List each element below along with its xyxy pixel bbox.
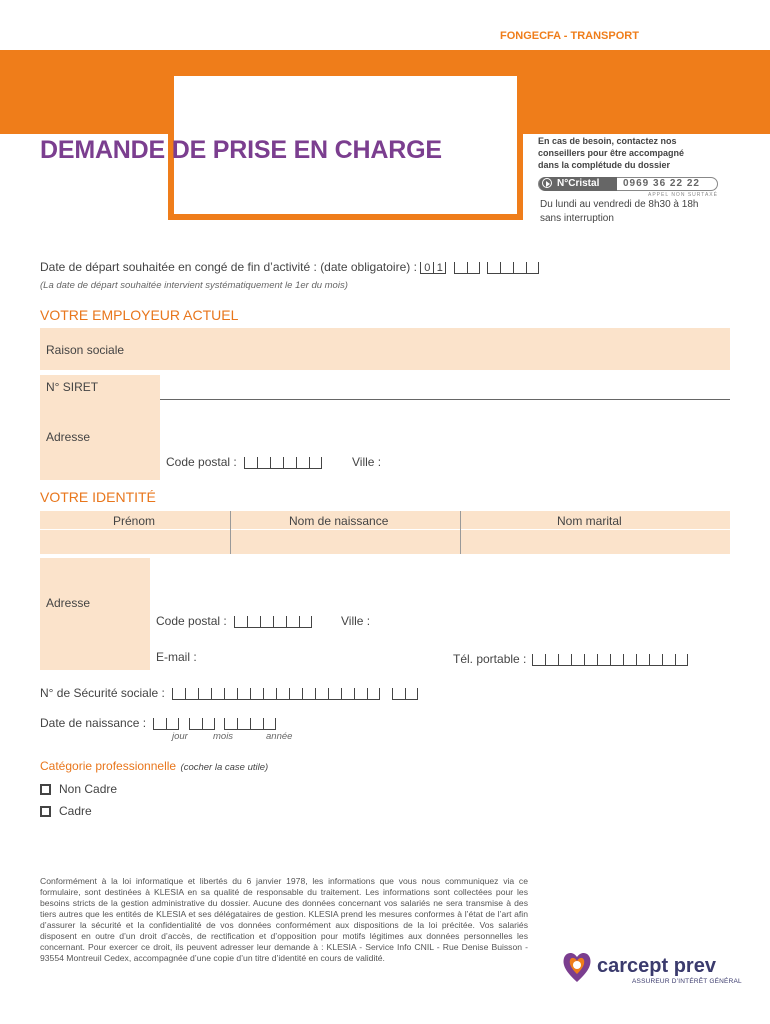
non-cadre-checkbox[interactable]: [40, 784, 51, 795]
identity-postcode-row: Code postal :: [156, 614, 312, 628]
birth-month-boxes[interactable]: [189, 718, 215, 730]
top-tag: FONGECFA - TRANSPORT: [500, 30, 639, 42]
cristal-phone-badge: N°Cristal 0969 36 22 22: [538, 177, 718, 191]
depart-day-boxes[interactable]: 0 1: [420, 262, 446, 274]
contact-info: En cas de besoin, contactez nos conseillers pour être accompagné dans la complétude du dossier: [538, 136, 685, 170]
employer-postcode-row: Code postal :: [166, 455, 322, 469]
identity-postcode-boxes[interactable]: [234, 616, 312, 628]
play-icon: [542, 178, 552, 188]
employer-address-label: Adresse: [46, 430, 91, 444]
raison-sociale-label: Raison sociale: [46, 343, 125, 357]
opening-hours: Du lundi au vendredi de 8h30 à 18h sans interruption: [540, 199, 699, 224]
tel-boxes[interactable]: [532, 654, 688, 666]
raison-sociale-field[interactable]: [40, 328, 730, 370]
cadre-option[interactable]: Cadre: [40, 804, 92, 818]
employer-section-title: VOTRE EMPLOYEUR ACTUEL: [40, 307, 239, 323]
annee-label: année: [266, 731, 293, 742]
mois-label: mois: [213, 731, 234, 742]
col-nom-marital: Nom marital: [557, 514, 622, 528]
identity-address-label: Adresse: [46, 596, 91, 610]
logo-tagline: ASSUREUR D’INTÉRÊT GÉNÉRAL: [632, 978, 742, 985]
jour-label: jour: [172, 731, 188, 742]
depart-date-label: Date de départ souhaitée en congé de fin d’activité : (date obligatoire) :: [40, 260, 417, 274]
secu-boxes[interactable]: [172, 688, 380, 700]
identity-values-row[interactable]: [40, 530, 730, 554]
page-title: DEMANDE DE PRISE EN CHARGE: [40, 136, 442, 164]
employer-ville-label: Ville :: [352, 455, 382, 469]
depart-month-boxes[interactable]: [454, 262, 480, 274]
secu-row: N° de Sécurité sociale :: [40, 686, 418, 700]
appel-note: APPEL NON SURTAXÉ: [648, 192, 718, 198]
employer-postcode-boxes[interactable]: [244, 457, 322, 469]
tel-row: Tél. portable :: [453, 652, 688, 666]
secu-key-boxes[interactable]: [392, 688, 418, 700]
carcept-logo-icon: [560, 948, 594, 989]
depart-year-boxes[interactable]: [487, 262, 539, 274]
email-label: E-mail :: [156, 650, 197, 664]
non-cadre-option[interactable]: Non Cadre: [40, 782, 117, 796]
siret-label: N° SIRET: [46, 380, 99, 394]
logo-wordmark: carcept prev: [597, 955, 716, 977]
birth-day-boxes[interactable]: [153, 718, 179, 730]
depart-date-row: [40, 260, 539, 274]
birthdate-row: Date de naissance :: [40, 716, 276, 730]
col-prenom: Prénom: [113, 514, 156, 528]
identity-section-title: VOTRE IDENTITÉ: [40, 489, 156, 505]
birth-year-boxes[interactable]: [224, 718, 276, 730]
category-heading: Catégorie professionnelle (cocher la case utile): [40, 759, 269, 773]
cristal-number: 0969 36 22 22: [623, 178, 700, 189]
cadre-checkbox[interactable]: [40, 806, 51, 817]
identity-ville-label: Ville :: [341, 614, 371, 628]
col-nom-naissance: Nom de naissance: [289, 514, 389, 528]
depart-note: (La date de départ souhaitée intervient systématiquement le 1er du mois): [40, 280, 348, 291]
legal-notice: Conformément à la loi informatique et libertés du 6 janvier 1978, les informations que vous nous communiquez via ce formulaire, sont destinées à KLESIA en sa qualité de responsable du traitement. Les informations sont collectées pour les besoins stricts de la gestion administrative du dossier. Aucune des données concernant vos salariés ne sera transmise à des tiers autres que les entités de KLESIA et ses délégataires de gestion. KLESIA prend les mesures conformes à l’état de l’art afin d’assurer la sécurité et la confidentialité de vos données conformément aux dispositions de la loi précitée. Vos salariés disposent en outre d’un droit d’accès, de rectification et d’opposition pour motifs légitimes aux données personnelles les concernant. Pour exercer ce droit, ils peuvent adresser leur demande à : KLESIA - Service Info CNIL - Rue Denise Buisson - 93554 Montreuil Cedex, accompagnée d’une copie d’un titre d’identité en cours de validité.: [40, 876, 528, 963]
siret-line[interactable]: [160, 399, 730, 400]
